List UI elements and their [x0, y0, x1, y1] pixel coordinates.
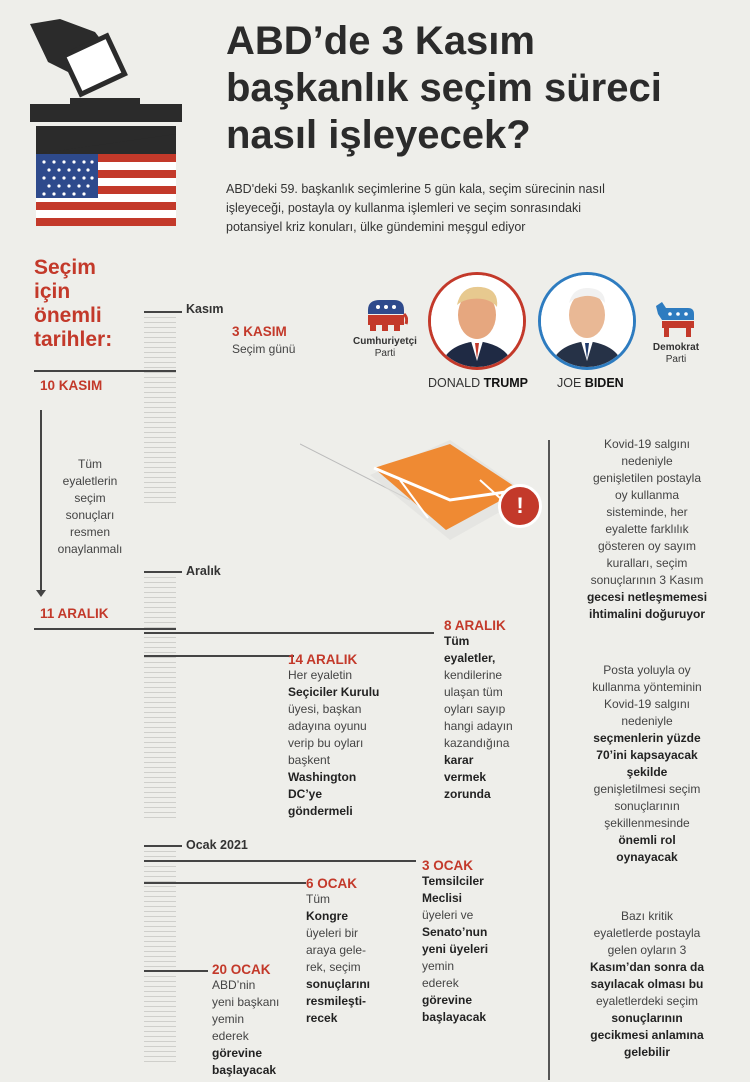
connector-line: [144, 882, 306, 884]
connector-line: [34, 628, 176, 630]
republican-elephant-icon: [364, 298, 408, 332]
info-line: gelebilir: [623, 1045, 670, 1059]
heading-line: Seçim: [34, 256, 96, 279]
desc-line: Seçiciler Kurulu: [288, 685, 380, 699]
event-desc-10-kasim: [50, 456, 130, 558]
info-line: sonuçlarının 3 Kasım: [590, 573, 704, 587]
desc-line: resmileşti-: [306, 994, 367, 1008]
connector-line: [144, 655, 294, 657]
desc-line: başkent: [288, 753, 331, 767]
desc-line: zorunda: [444, 787, 491, 801]
desc-line: yeni başkanı: [212, 995, 280, 1009]
info-line: kuralları, seçim: [606, 556, 688, 570]
info-line: gösteren oy sayım: [597, 539, 697, 553]
desc-line: üyesi, başkan: [288, 702, 362, 716]
subtitle-line: potansiyel kriz konuları, ülke gündemini meşgul ediyor: [226, 220, 526, 234]
info-line: ihtimalini doğuruyor: [589, 607, 705, 621]
party-name: Cumhuriyetçi: [353, 336, 417, 347]
info-line: oy kullanma: [614, 488, 680, 502]
info-line: 70’ini kapsayacak: [596, 748, 698, 762]
desc-line: eyaletler,: [444, 651, 496, 665]
republican-party-label: [340, 336, 430, 360]
info-line: Kovid-19 salgını: [603, 437, 691, 451]
democrat-party-label: [640, 342, 712, 366]
connector-line: [144, 970, 208, 972]
timeline-heading: [34, 256, 112, 352]
party-suffix: Parti: [665, 354, 687, 365]
desc-line: ederek: [212, 1029, 249, 1043]
heading-line: için: [34, 280, 71, 303]
title-line: başkanlık seçim süreci: [226, 66, 662, 110]
desc-line: ederek: [422, 976, 459, 990]
desc-line: oyları sayıp: [444, 702, 506, 716]
info-line: eyaletlerde postayla: [593, 926, 701, 940]
event-date: 8 ARALIK: [444, 618, 506, 633]
heading-line: tarihler:: [34, 328, 113, 351]
info-line: Bazı kritik: [620, 909, 673, 923]
month-label-aralik: Aralık: [186, 564, 221, 578]
avatar-biden: [538, 272, 636, 370]
timeline-ruler-ocak: [144, 846, 176, 1066]
desc-line: kazandığına: [444, 736, 510, 750]
info-line: şekillenmesinde: [604, 816, 690, 830]
event-3-kasim: [232, 324, 295, 358]
desc-line: onaylanmalı: [57, 542, 123, 556]
event-desc: [444, 633, 544, 803]
desc-line: göndermeli: [288, 804, 353, 818]
desc-line: başlayacak: [422, 1010, 487, 1024]
desc-line: Tüm: [306, 892, 330, 906]
party-suffix: Parti: [374, 348, 396, 359]
subtitle-line: işleyeceği, postayla oy kullanma işlemleri ve seçim sonrasındaki: [226, 201, 582, 215]
event-date: 10 KASIM: [40, 378, 103, 393]
desc-line: başlayacak: [212, 1063, 277, 1077]
desc-line: yeni üyeleri: [422, 942, 489, 956]
event-10-kasim: [40, 378, 102, 393]
desc-line: recek: [306, 1011, 338, 1025]
info-paragraph-3: [552, 908, 742, 1061]
desc-line: rek, seçim: [306, 960, 361, 974]
event-date: 20 OCAK: [212, 962, 271, 977]
info-line: eyaletlerdeki seçim: [595, 994, 699, 1008]
info-line: sonuçlarının: [614, 799, 680, 813]
subtitle-line: ABD'deki 59. başkanlık seçimlerine 5 gün kala, seçim sürecinin nasıl: [226, 182, 605, 196]
desc-line: karar: [444, 753, 474, 767]
desc-line: görevine: [212, 1046, 263, 1060]
candidate-name-trump: [428, 376, 528, 390]
desc-line: yemin: [422, 959, 455, 973]
info-line: gecesi netleşmemesi: [586, 590, 708, 604]
desc-line: Meclisi: [422, 891, 463, 905]
event-3-ocak: [422, 858, 522, 1026]
desc-line: Washington: [288, 770, 357, 784]
info-line: nedeniyle: [621, 714, 673, 728]
event-desc: [288, 667, 398, 820]
candidate-last-name: BIDEN: [584, 376, 624, 390]
info-line: sonuçlarının: [611, 1011, 683, 1025]
info-line: seçmenlerin yüzde: [593, 731, 701, 745]
desc-line: Seçim günü: [232, 342, 296, 356]
desc-line: Tüm: [444, 634, 470, 648]
month-label-ocak: Ocak 2021: [186, 838, 248, 852]
event-20-ocak: [212, 962, 302, 1079]
candidate-last-name: TRUMP: [483, 376, 529, 390]
event-8-aralik: [444, 618, 544, 803]
timeline-ruler-kasim: [144, 312, 176, 504]
info-line: Posta yoluyla oy: [603, 663, 691, 677]
info-line: oynayacak: [616, 850, 678, 864]
info-line: eyalette farklılık: [605, 522, 689, 536]
desc-line: sonuçlarını: [306, 977, 371, 991]
candidate-first-name: DONALD: [428, 376, 481, 390]
desc-line: hangi adayın: [444, 719, 513, 733]
info-line: sayılacak olması bu: [590, 977, 704, 991]
desc-line: adayına oyunu: [288, 719, 367, 733]
desc-line: eyaletlerin: [62, 474, 118, 488]
event-date: 14 ARALIK: [288, 652, 358, 667]
desc-line: ABD’nin: [212, 978, 256, 992]
candidate-name-biden: [557, 376, 624, 390]
warning-badge: [498, 484, 542, 528]
info-paragraph-1: [552, 436, 742, 623]
event-date: 6 OCAK: [306, 876, 358, 891]
event-date: 3 OCAK: [422, 858, 474, 873]
desc-line: Temsilciler: [422, 874, 484, 888]
info-line: sisteminde, her: [606, 505, 688, 519]
desc-line: verip bu oyları: [288, 736, 364, 750]
info-line: kullanma yönteminin: [592, 680, 702, 694]
info-paragraph-2: [552, 662, 742, 866]
month-line-aralik: [144, 571, 182, 573]
democrat-donkey-icon: [654, 300, 698, 338]
event-6-ocak: [306, 876, 396, 1027]
event-11-aralik: [40, 606, 109, 621]
info-line: önemli rol: [618, 833, 676, 847]
page-title: [226, 18, 736, 159]
heading-line: önemli: [34, 304, 102, 327]
desc-line: Tüm: [78, 457, 102, 471]
arrow-down-icon: [36, 590, 46, 597]
event-desc: [212, 977, 302, 1079]
desc-line: Her eyaletin: [288, 668, 353, 682]
desc-line: ulaşan tüm: [444, 685, 503, 699]
month-label-kasim: Kasım: [186, 302, 224, 316]
party-name: Demokrat: [652, 342, 700, 353]
timeline-ruler-aralik: [144, 572, 176, 822]
desc-line: üyeleri ve: [422, 908, 474, 922]
warning-icon: !: [516, 493, 524, 518]
desc-line: yemin: [212, 1012, 245, 1026]
info-line: gecikmesi anlamına: [590, 1028, 704, 1042]
desc-line: DC’ye: [288, 787, 323, 801]
event-14-aralik: [288, 652, 398, 820]
desc-line: sonuçları: [65, 508, 115, 522]
event-desc: [232, 341, 295, 358]
info-line: Kasım’dan sonra da: [589, 960, 705, 974]
info-line: gelen oyların 3: [607, 943, 687, 957]
event-date: 11 ARALIK: [40, 606, 109, 621]
month-line-kasim: [144, 311, 182, 313]
info-divider-line: [548, 440, 550, 1080]
event-desc: [422, 873, 522, 1026]
desc-line: araya gele-: [306, 943, 367, 957]
event-desc: [306, 891, 396, 1027]
desc-line: vermek: [444, 770, 487, 784]
desc-line: seçim: [74, 491, 106, 505]
desc-line: kendilerine: [444, 668, 503, 682]
desc-line: görevine: [422, 993, 473, 1007]
desc-line: resmen: [69, 525, 110, 539]
avatar-trump: [428, 272, 526, 370]
desc-line: Senato’nun: [422, 925, 488, 939]
info-line: Kovid-19 salgını: [603, 697, 691, 711]
info-line: nedeniyle: [621, 454, 673, 468]
connector-line: [144, 632, 434, 634]
info-line: genişletilmesi seçim: [593, 782, 701, 796]
connector-line: [40, 410, 42, 594]
title-line: ABD’de 3 Kasım: [226, 19, 535, 63]
desc-line: Kongre: [306, 909, 348, 923]
candidate-first-name: JOE: [557, 376, 582, 390]
info-line: genişletilen postayla: [592, 471, 702, 485]
event-date: 3 KASIM: [232, 324, 287, 339]
connector-line: [34, 370, 176, 372]
desc-line: üyeleri bir: [306, 926, 359, 940]
month-line-ocak: [144, 845, 182, 847]
ballot-box-icon: [20, 14, 190, 229]
subtitle: [226, 180, 696, 237]
connector-line: [144, 860, 416, 862]
info-line: şekilde: [626, 765, 668, 779]
title-line: nasıl işleyecek?: [226, 113, 531, 157]
